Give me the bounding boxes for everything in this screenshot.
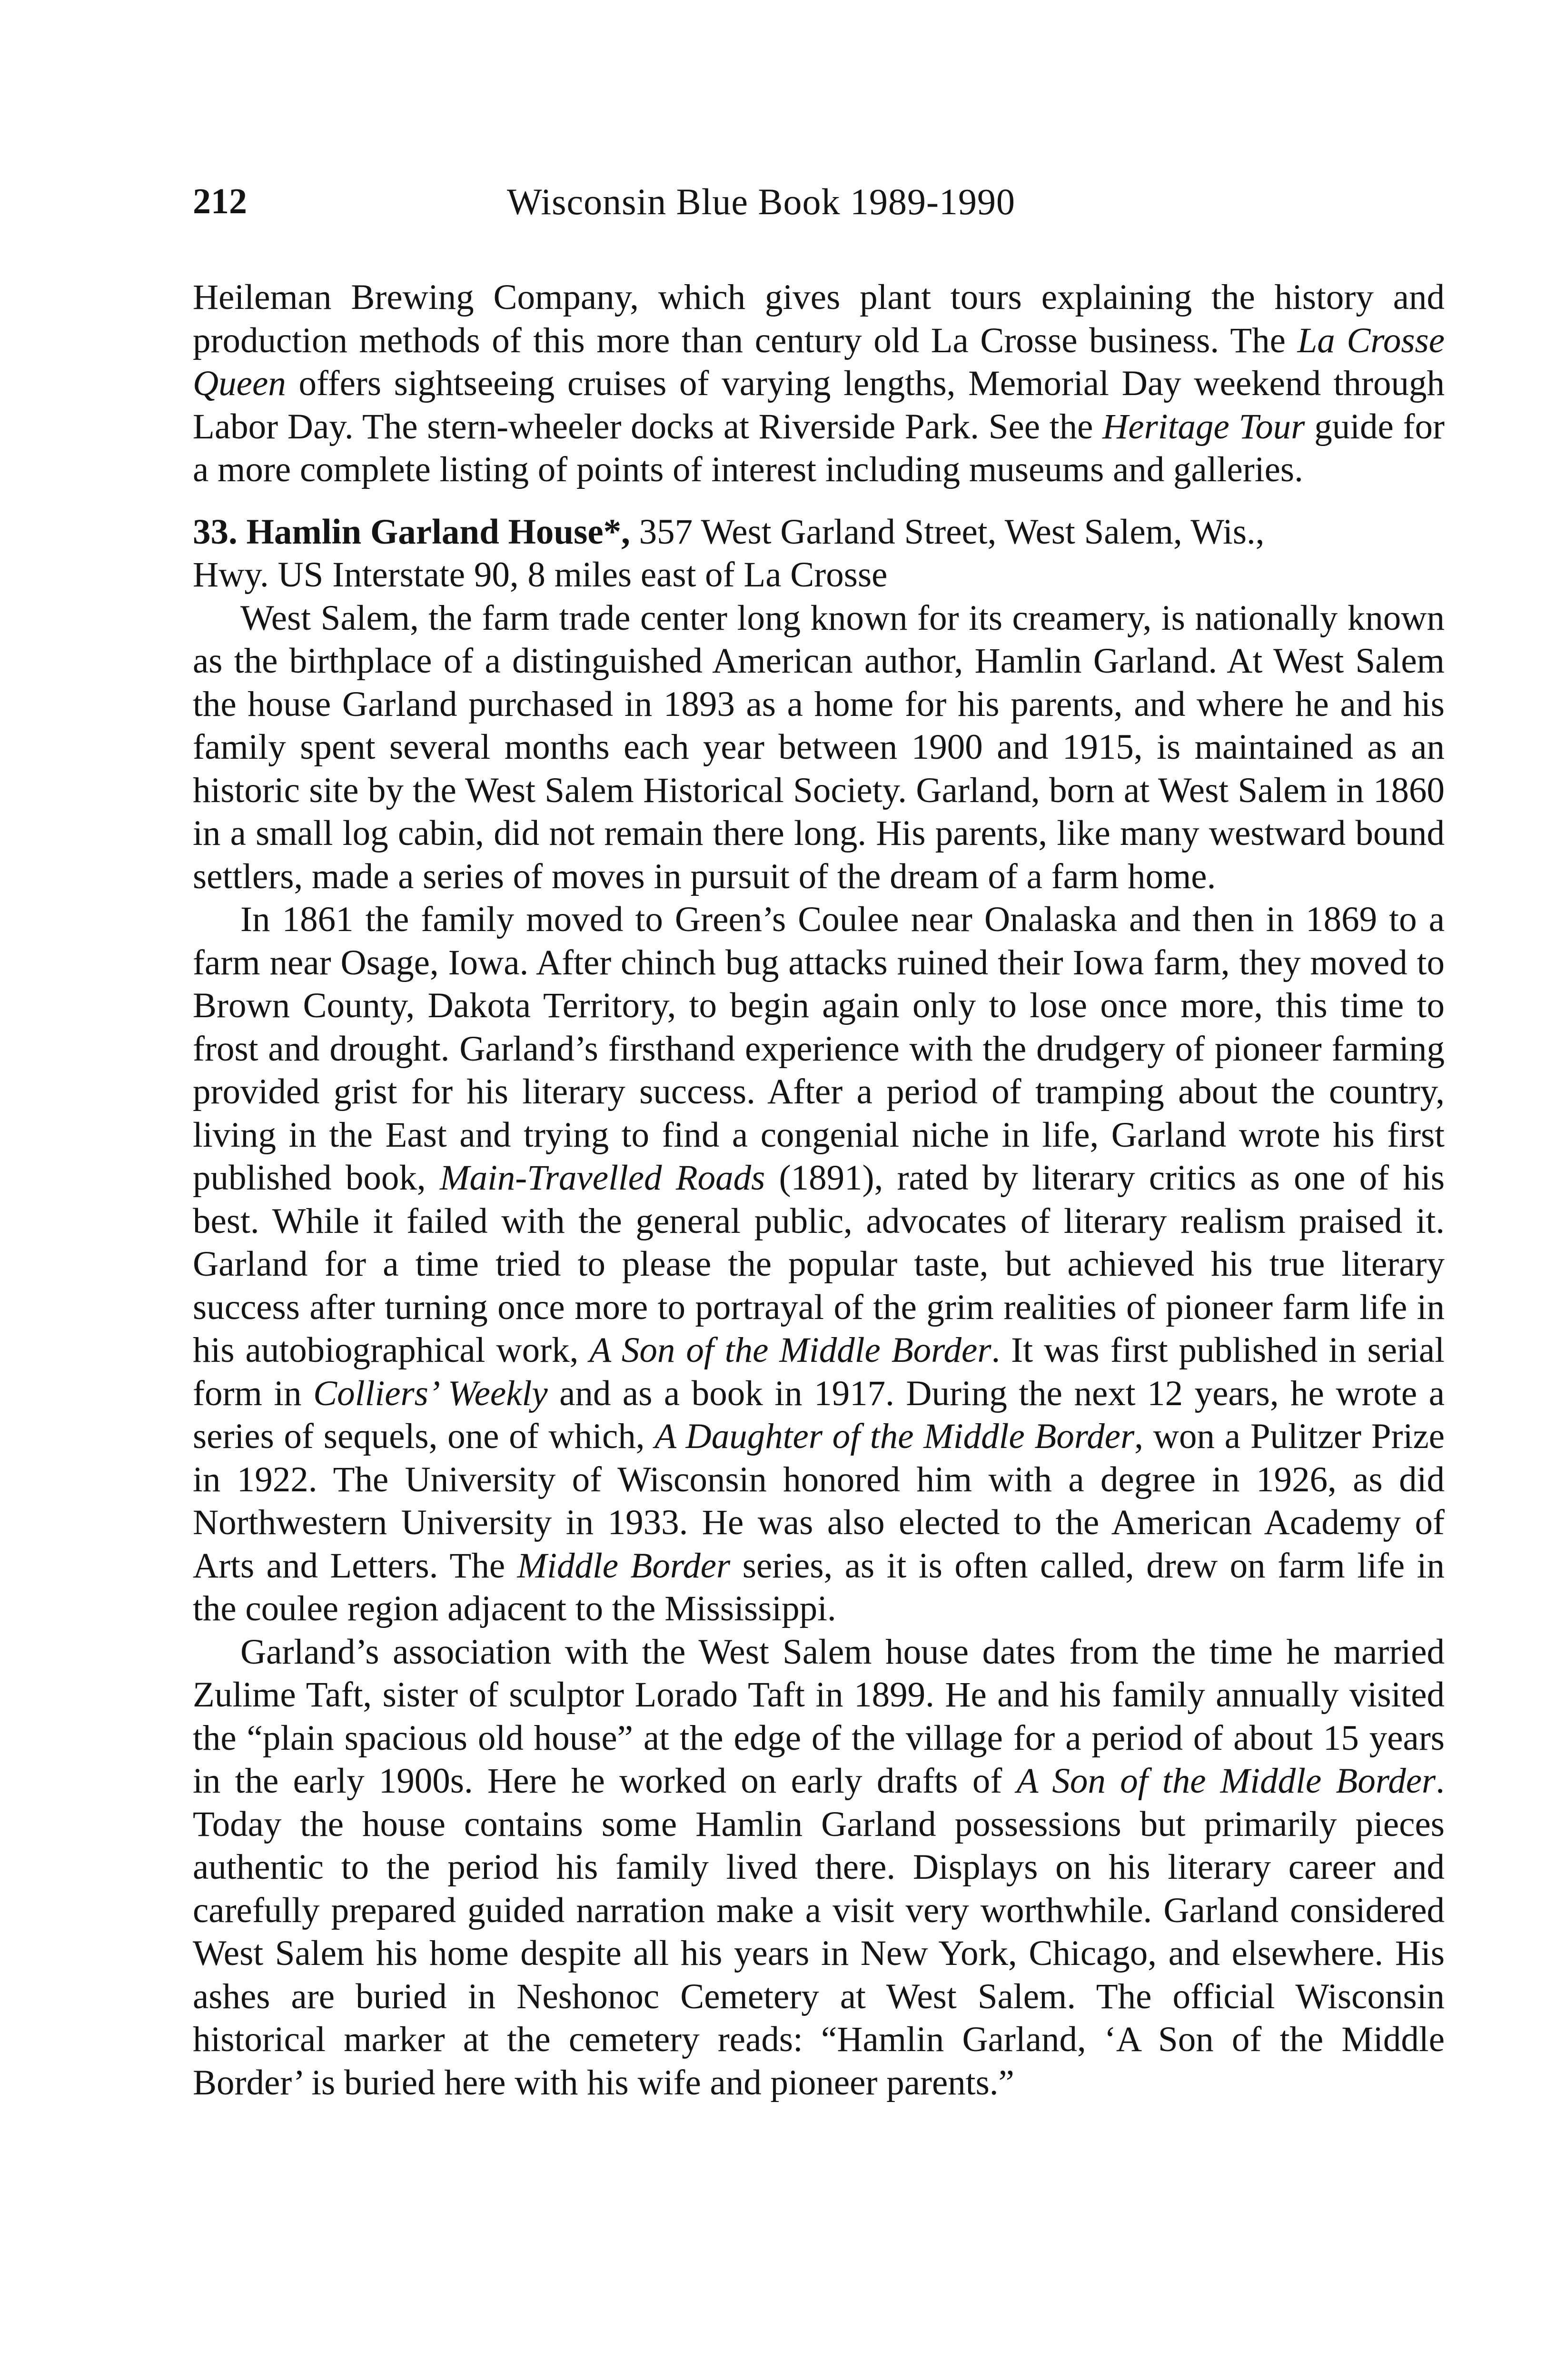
book-title: Main-Travelled Roads xyxy=(439,1158,765,1198)
entry-location: Hwy. US Interstate 90, 8 miles east of La Crosse xyxy=(193,555,888,595)
text-run: . Today the house contains some Hamlin Garland possessions but primarily pieces authentic to the period his family lived there. Displays on his literary career and carefully prepared guided narration make a visit very worthwhile. Garland considered West Salem his home despite all his years in New York, Chicago, and elsewhere. His ashes are buried in Neshonoc Cemetery at West Salem. The official Wisconsin historical marker at the cemetery reads: “Hamlin Garland, ‘A Son of the Middle Border’ is buried here with his wife and pioneer parents.” xyxy=(193,1761,1445,2102)
page-number: 212 xyxy=(193,181,247,221)
text-run: , won a Pulitzer Prize in 1922. The University of Wisconsin honored him with a degree in 1926, as did Northwestern University in 1933. He was also elected to the American Academy of Arts and Letters. The xyxy=(193,1417,1445,1586)
entry-title: 33. Hamlin Garland House*, xyxy=(193,512,630,552)
text-run: and as a book in 1917. During the next 12 years, he wrote a series of sequels, one of which, xyxy=(193,1373,1445,1456)
running-title: Wisconsin Blue Book 1989-1990 xyxy=(507,181,1015,222)
text-run: . It was first published in serial form in xyxy=(193,1330,1445,1413)
continuation-paragraph xyxy=(193,276,1445,492)
page-header xyxy=(193,183,1445,245)
text-run: series, as it is often called, drew on farm life in the coulee region adjacent to the Mississippi. xyxy=(193,1546,1445,1628)
magazine-title: Colliers’ Weekly xyxy=(313,1373,548,1413)
paragraph-1: West Salem, the farm trade center long known for its creamery, is nationally known as the birthplace of a distinguished American author, Hamlin Garland. At West Salem the house Garland purchased in 1893 as a home for his parents, and where he and his family spent several months each year between 1900 and 1915, is maintained as an historic site by the West Salem Historical Society. Garland, born at West Salem in 1860 in a small log cabin, did not remain there long. His parents, like many westward bound settlers, made a series of moves in pursuit of the dream of a farm home. xyxy=(193,598,1445,896)
text-run: offers sightseeing cruises of varying lengths, Memorial Day weekend through Labor Day. The stern-wheeler docks at Riverside Park. See the xyxy=(193,364,1445,446)
text-run: Heileman Brewing Company, which gives plant tours explaining the history and production methods of this more than century old La Crosse business. The xyxy=(193,278,1445,360)
book-title: A Son of the Middle Border xyxy=(1016,1761,1436,1801)
series-title: Middle Border xyxy=(517,1546,731,1586)
body-text xyxy=(193,276,1445,2104)
paragraph-2 xyxy=(193,898,1445,1631)
text-run: guide for a more complete listing of points of interest including museums and galleries. xyxy=(193,407,1445,489)
entry-heading xyxy=(193,511,1445,554)
text-run: (1891), rated by literary critics as one of his best. While it failed with the general public, advocates of literary realism praised it. Garland for a time tried to please the popular taste, but achieved his true literary success after turning once more to portrayal of the grim realities of pioneer farm life in his autobiographical work, xyxy=(193,1158,1445,1370)
boat-name: La Crosse Queen xyxy=(193,320,1445,403)
guide-title: Heritage Tour xyxy=(1102,407,1305,446)
entry-address: 357 West Garland Street, West Salem, Wis., xyxy=(630,512,1265,552)
section-gap xyxy=(193,492,1445,511)
text-run: In 1861 the family moved to Green’s Coulee near Onalaska and then in 1869 to a farm near Osage, Iowa. After chinch bug attacks ruined their Iowa farm, they moved to Brown County, Dakota Territory, to begin again only to lose once more, this time to frost and drought. Garland’s firsthand experience with the drudgery of pioneer farming provided grist for his literary success. After a period of tramping about the country, living in the East and trying to find a congenial niche in life, Garland wrote his first published book, xyxy=(193,900,1445,1198)
paragraph-3 xyxy=(193,1631,1445,2105)
book-title: A Son of the Middle Border xyxy=(589,1330,991,1370)
book-title: A Daughter of the Middle Border xyxy=(654,1417,1135,1456)
text-run: Garland’s association with the West Salem house dates from the time he married Zulime Taft, sister of sculptor Lorado Taft in 1899. He and his family annually visited the “plain spacious old house” at the edge of the village for a period of about 15 years in the early 1900s. Here he worked on early drafts of xyxy=(193,1632,1445,1801)
